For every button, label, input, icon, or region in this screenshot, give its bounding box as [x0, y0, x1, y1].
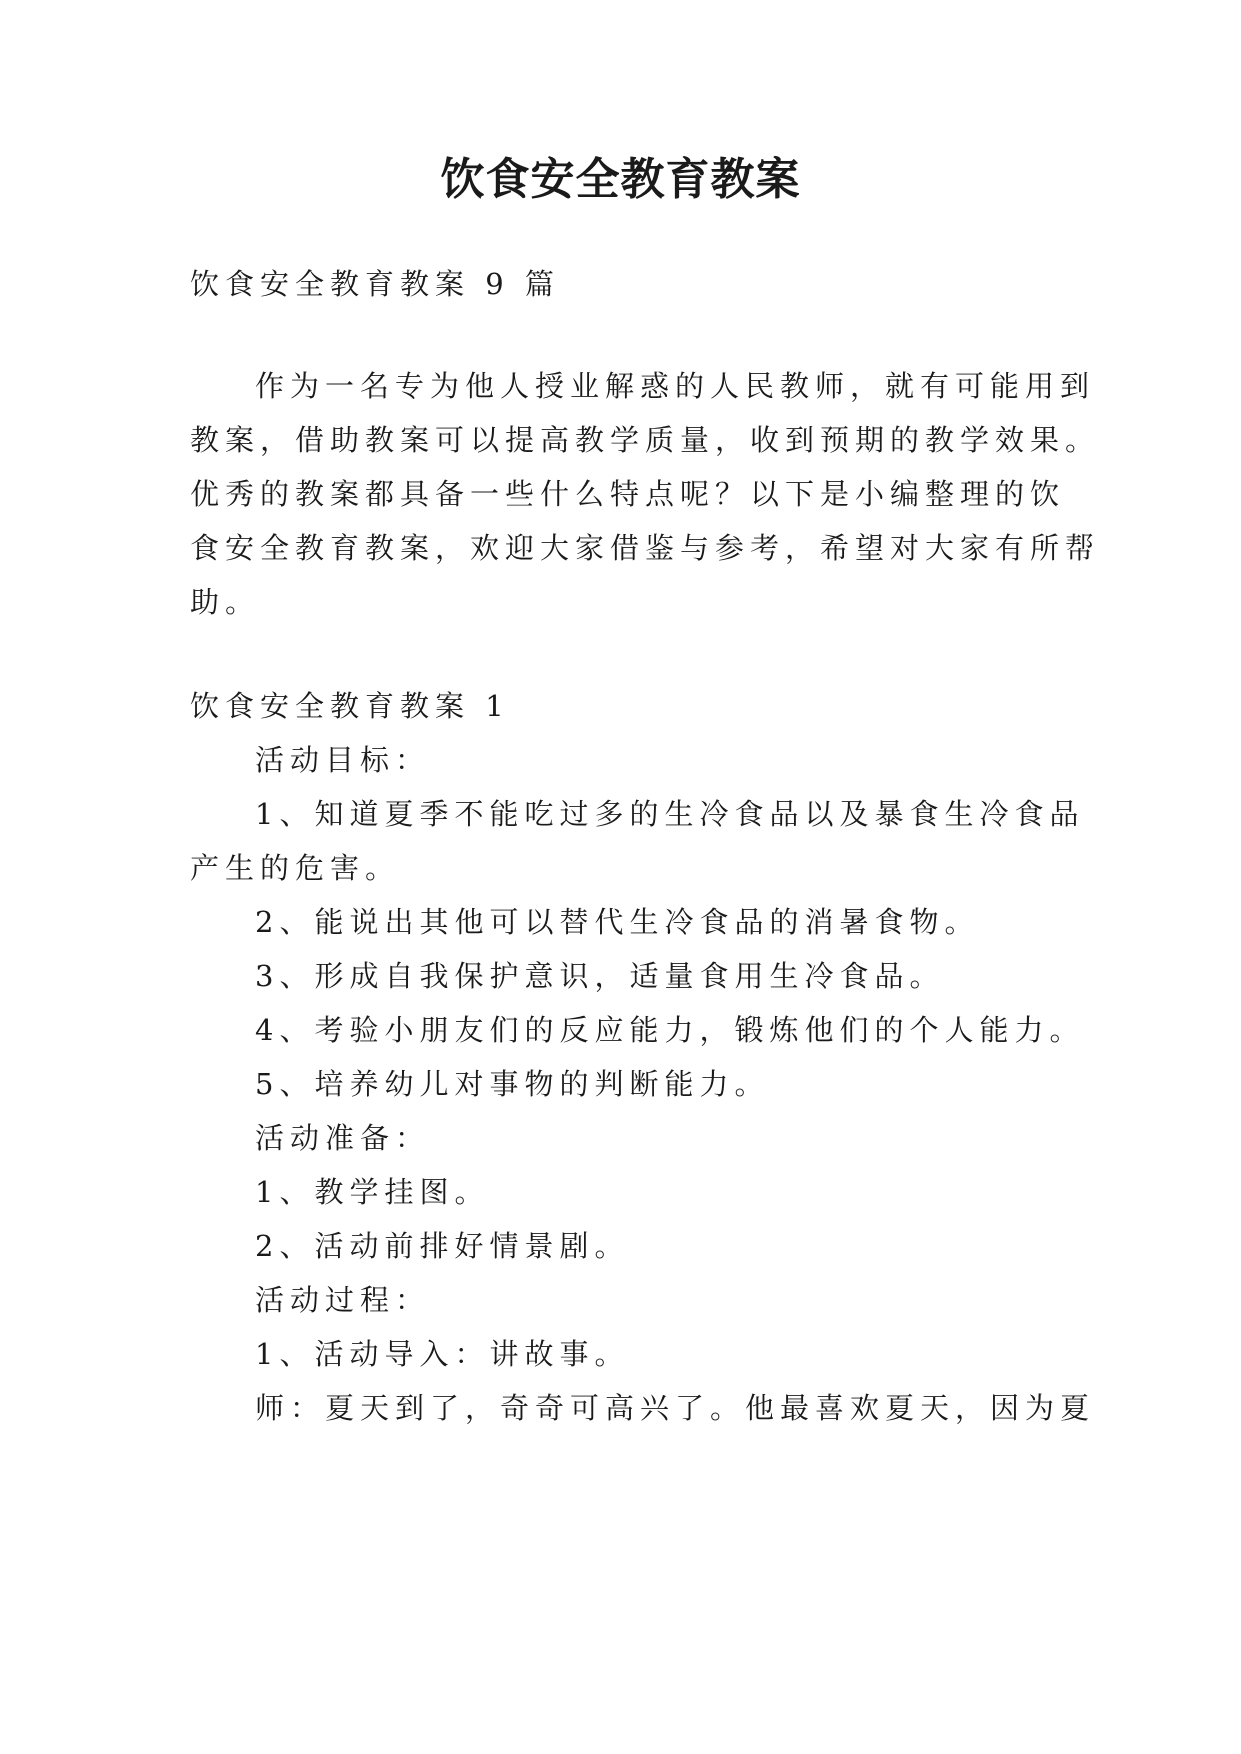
body-line: 产生的危害。 — [190, 851, 401, 885]
body-line: 1、知道夏季不能吃过多的生冷食品以及暴食生冷食品 — [255, 797, 1085, 831]
section-heading: 饮食安全教育教案 1 — [190, 689, 510, 723]
body-line: 活动准备： — [255, 1121, 431, 1155]
body-line: 2、活动前排好情景剧。 — [255, 1229, 630, 1263]
body-line: 师：夏天到了，奇奇可高兴了。他最喜欢夏天，因为夏 — [255, 1391, 1096, 1425]
document-title: 饮食安全教育教案 — [440, 154, 801, 205]
body-line: 活动目标： — [255, 743, 431, 777]
intro-line: 教案，借助教案可以提高教学质量，收到预期的教学效果。 — [190, 423, 1101, 457]
body-line: 2、能说出其他可以替代生冷食品的消暑食物。 — [255, 905, 980, 939]
body-line: 1、活动导入：讲故事。 — [255, 1337, 630, 1371]
intro-line: 助。 — [190, 585, 261, 619]
body-line: 活动过程： — [255, 1283, 431, 1317]
body-line: 1、教学挂图。 — [255, 1175, 490, 1209]
document-subtitle: 饮食安全教育教案 9 篇 — [190, 267, 560, 301]
body-line: 4、考验小朋友们的反应能力，锻炼他们的个人能力。 — [255, 1013, 1085, 1047]
intro-line: 食安全教育教案，欢迎大家借鉴与参考，希望对大家有所帮 — [190, 531, 1101, 565]
body-line: 3、形成自我保护意识，适量食用生冷食品。 — [255, 959, 945, 993]
body-line: 5、培养幼儿对事物的判断能力。 — [255, 1067, 770, 1101]
intro-line: 优秀的教案都具备一些什么特点呢？以下是小编整理的饮 — [190, 477, 1066, 511]
intro-line: 作为一名专为他人授业解惑的人民教师，就有可能用到 — [255, 369, 1096, 403]
